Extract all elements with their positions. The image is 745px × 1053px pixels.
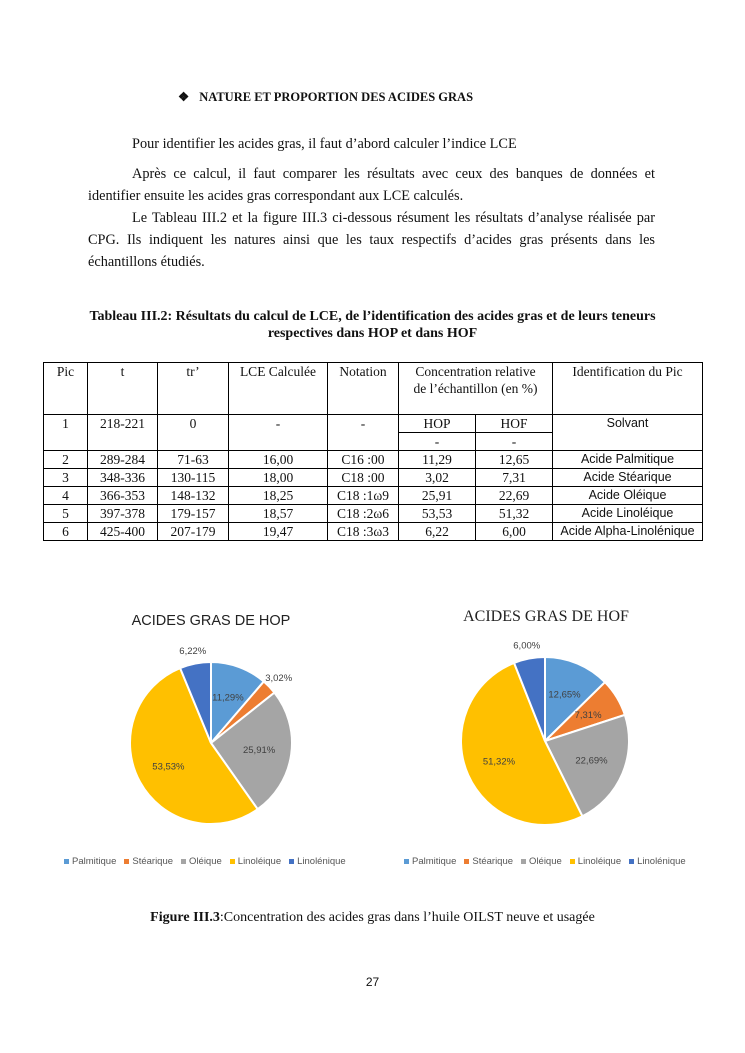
legend-item (64, 856, 116, 867)
results-table (43, 362, 703, 541)
cell-lce: 18,00 (229, 469, 328, 487)
data-label: 51,32% (482, 756, 516, 768)
data-label: 7,31% (574, 709, 602, 721)
data-label: 22,69% (575, 755, 608, 767)
header-concentration: Concentration relative de l’échantillon (en %) (399, 363, 553, 415)
legend-label: Linoléique (237, 856, 282, 867)
cell-identification: Acide Palmitique (553, 451, 703, 469)
data-label: 6,22% (179, 645, 207, 657)
cell-notation: - (328, 415, 399, 451)
data-label: 25,91% (242, 744, 276, 756)
cell-identification: Acide Oléique (553, 487, 703, 505)
paragraph-1: Pour identifier les acides gras, il faut d’abord calculer l’indice LCE (132, 136, 517, 152)
table-row (44, 415, 703, 433)
legend-item (124, 856, 173, 867)
legend-label: Oléique (189, 856, 222, 867)
legend-item (404, 856, 456, 867)
cell-hof: 22,69 (476, 487, 553, 505)
data-label: 11,29% (212, 692, 244, 704)
cell-notation: C16 :00 (328, 451, 399, 469)
data-label: 53,53% (152, 761, 185, 773)
legend-item (570, 856, 621, 867)
header-lce: LCE Calculée (229, 363, 328, 415)
legend-swatch-icon (464, 859, 469, 864)
pie-chart-hof (430, 630, 660, 845)
figure-caption-text: :Concentration des acides gras dans l’huile OILST neuve et usagée (219, 910, 595, 925)
legend-label: Oléique (529, 856, 562, 867)
paragraph-2: Après ce calcul, il faut comparer les résultats avec ceux des banques de données et identifier ensuite les acides gras correspondant aux LCE calculés. (88, 166, 655, 204)
cell-identification: Acide Alpha-Linolénique (553, 523, 703, 541)
cell-lce: 18,57 (229, 505, 328, 523)
header-notation: Notation (328, 363, 399, 415)
legend-swatch-icon (521, 859, 526, 864)
legend-swatch-icon (181, 859, 186, 864)
cell-t: 397-378 (88, 505, 158, 523)
figure-caption (0, 910, 745, 926)
cell-hop: 53,53 (399, 505, 476, 523)
legend-label: Stéarique (132, 856, 174, 867)
cell-t: 218-221 (88, 415, 158, 451)
subheader-hof: HOF (476, 415, 553, 433)
table-row (44, 469, 703, 487)
cell-hof: 12,65 (476, 451, 553, 469)
table-row (44, 451, 703, 469)
cell-hop: - (399, 433, 476, 451)
cell-t: 289-284 (88, 451, 158, 469)
table-row (44, 487, 703, 505)
legend-label: Linolénique (637, 856, 686, 867)
section-heading-text: NATURE ET PROPORTION DES ACIDES GRAS (199, 90, 474, 104)
cell-lce: 19,47 (229, 523, 328, 541)
legend-swatch-icon (289, 859, 294, 864)
cell-tr: 130-115 (158, 469, 229, 487)
legend-hof (404, 856, 694, 867)
cell-identification: Acide Stéarique (553, 469, 703, 487)
cell-identification: Solvant (553, 415, 703, 451)
cell-lce: 18,25 (229, 487, 328, 505)
cell-notation: C18 :3ω3 (328, 523, 399, 541)
cell-pic: 6 (44, 523, 88, 541)
cell-lce: 16,00 (229, 451, 328, 469)
legend-item (521, 856, 562, 867)
cell-hof: 7,31 (476, 469, 553, 487)
cell-tr: 0 (158, 415, 229, 451)
cell-t: 425-400 (88, 523, 158, 541)
pie-chart-hop (100, 635, 330, 845)
cell-hop: 6,22 (399, 523, 476, 541)
legend-item (230, 856, 281, 867)
chart-title-hop: ACIDES GRAS DE HOP (131, 613, 291, 629)
cell-pic: 1 (44, 415, 88, 451)
diamond-bullet-icon: ❖ (178, 90, 190, 104)
section-heading (178, 89, 473, 105)
cell-pic: 4 (44, 487, 88, 505)
data-label: 12,65% (548, 689, 581, 701)
legend-swatch-icon (124, 859, 129, 864)
legend-label: Palmitique (412, 856, 457, 867)
data-label: 3,02% (265, 672, 293, 684)
table-row (44, 523, 703, 541)
data-label: 6,00% (513, 640, 541, 652)
cell-hop: 3,02 (399, 469, 476, 487)
legend-label: Linoléique (577, 856, 622, 867)
legend-item (181, 856, 222, 867)
cell-tr: 148-132 (158, 487, 229, 505)
cell-hof: 51,32 (476, 505, 553, 523)
table-header-row (44, 363, 703, 415)
legend-swatch-icon (629, 859, 634, 864)
table-caption: Tableau III.2: Résultats du calcul de LCE, de l’identification des acides gras et de leurs teneurs respectives dans HOP et dans HOF (89, 309, 656, 341)
legend-swatch-icon (404, 859, 409, 864)
legend-item (289, 856, 346, 867)
cell-tr: 71-63 (158, 451, 229, 469)
cell-hop: 25,91 (399, 487, 476, 505)
header-t: t (88, 363, 158, 415)
page-number: 27 (365, 975, 380, 989)
legend-label: Linolénique (297, 856, 346, 867)
cell-hof: 6,00 (476, 523, 553, 541)
cell-notation: C18 :00 (328, 469, 399, 487)
header-identification: Identification du Pic (553, 363, 703, 415)
legend-label: Stéarique (472, 856, 514, 867)
header-pic: Pic (44, 363, 88, 415)
cell-t: 366-353 (88, 487, 158, 505)
cell-notation: C18 :2ω6 (328, 505, 399, 523)
cell-lce: - (229, 415, 328, 451)
header-tr: tr’ (158, 363, 229, 415)
paragraph-3: Le Tableau III.2 et la figure III.3 ci-dessous résument les résultats d’analyse réalisée par CPG. Ils indiquent les natures ainsi que les taux respectifs d’acides gras présents dans les échantillons étudiés. (88, 210, 655, 270)
chart-title-hof: ACIDES GRAS DE HOF (463, 608, 629, 625)
cell-tr: 207-179 (158, 523, 229, 541)
figure-label: Figure III.3 (150, 910, 220, 925)
legend-swatch-icon (230, 859, 235, 864)
cell-hop: 11,29 (399, 451, 476, 469)
cell-notation: C18 :1ω9 (328, 487, 399, 505)
legend-item (464, 856, 513, 867)
legend-hop (64, 856, 354, 867)
legend-swatch-icon (570, 859, 575, 864)
subheader-hop: HOP (399, 415, 476, 433)
legend-label: Palmitique (72, 856, 117, 867)
cell-tr: 179-157 (158, 505, 229, 523)
cell-identification: Acide Linoléique (553, 505, 703, 523)
cell-t: 348-336 (88, 469, 158, 487)
table-row (44, 505, 703, 523)
legend-swatch-icon (64, 859, 69, 864)
cell-pic: 3 (44, 469, 88, 487)
cell-pic: 2 (44, 451, 88, 469)
cell-pic: 5 (44, 505, 88, 523)
cell-hof: - (476, 433, 553, 451)
legend-item (629, 856, 686, 867)
